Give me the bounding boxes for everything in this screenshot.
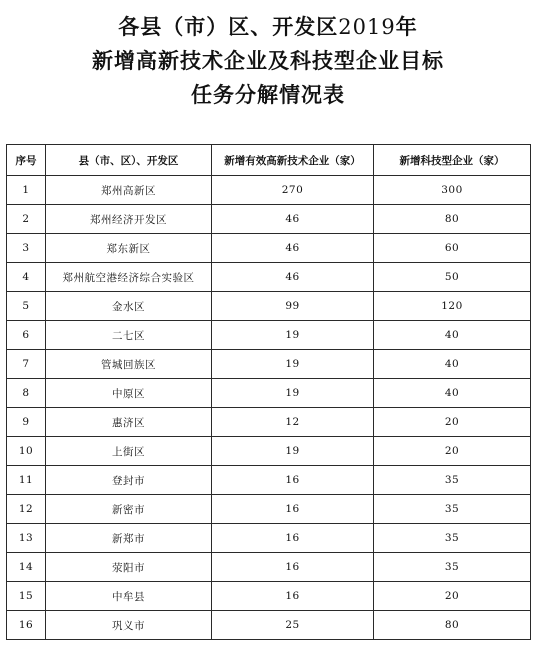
- table-row: [7, 553, 531, 582]
- cell-hightech: 99: [212, 292, 374, 321]
- cell-hightech: 16: [212, 495, 374, 524]
- cell-hightech: 16: [212, 582, 374, 611]
- cell-tech: 40: [374, 350, 531, 379]
- cell-hightech: 46: [212, 263, 374, 292]
- cell-tech: 35: [374, 553, 531, 582]
- cell-district: 荥阳市: [46, 553, 212, 582]
- cell-tech: 20: [374, 582, 531, 611]
- cell-serial: 12: [7, 495, 46, 524]
- title-line-2: 新增高新技术企业及科技型企业目标: [92, 49, 444, 73]
- header-district: 县（市、区）、开发区: [46, 145, 212, 176]
- cell-serial: 13: [7, 524, 46, 553]
- cell-serial: 2: [7, 205, 46, 234]
- cell-hightech: 19: [212, 321, 374, 350]
- cell-district: 新郑市: [46, 524, 212, 553]
- cell-tech: 35: [374, 466, 531, 495]
- cell-district: 金水区: [46, 292, 212, 321]
- title-line-3: 任务分解情况表: [191, 83, 345, 107]
- table-row: [7, 234, 531, 263]
- cell-district: 新密市: [46, 495, 212, 524]
- table-row: [7, 263, 531, 292]
- cell-district: 上街区: [46, 437, 212, 466]
- cell-tech: 20: [374, 437, 531, 466]
- header-tech: 新增科技型企业（家）: [374, 145, 531, 176]
- target-table: [6, 144, 531, 640]
- cell-district: 惠济区: [46, 408, 212, 437]
- cell-tech: 35: [374, 524, 531, 553]
- title-line-1: [0, 10, 536, 44]
- table-row: [7, 582, 531, 611]
- table-row: [7, 408, 531, 437]
- cell-serial: 5: [7, 292, 46, 321]
- title-line-1-prefix: 各县（市）区、开发区: [118, 15, 339, 39]
- table-header-row: [7, 145, 531, 176]
- cell-district: 郑州经济开发区: [46, 205, 212, 234]
- table-row: [7, 524, 531, 553]
- cell-district: 巩义市: [46, 611, 212, 640]
- cell-hightech: 16: [212, 524, 374, 553]
- cell-district: 登封市: [46, 466, 212, 495]
- cell-tech: 50: [374, 263, 531, 292]
- table-row: [7, 495, 531, 524]
- cell-district: 郑州高新区: [46, 176, 212, 205]
- cell-district: 二七区: [46, 321, 212, 350]
- cell-district: 中牟县: [46, 582, 212, 611]
- header-serial: 序号: [7, 145, 46, 176]
- cell-hightech: 46: [212, 205, 374, 234]
- cell-tech: 20: [374, 408, 531, 437]
- cell-district: 管城回族区: [46, 350, 212, 379]
- table-row: [7, 292, 531, 321]
- cell-hightech: 19: [212, 350, 374, 379]
- cell-hightech: 46: [212, 234, 374, 263]
- table-row: [7, 437, 531, 466]
- cell-tech: 120: [374, 292, 531, 321]
- cell-serial: 8: [7, 379, 46, 408]
- cell-tech: 40: [374, 379, 531, 408]
- cell-district: 郑州航空港经济综合实验区: [46, 263, 212, 292]
- table-row: [7, 466, 531, 495]
- cell-hightech: 25: [212, 611, 374, 640]
- cell-serial: 10: [7, 437, 46, 466]
- cell-tech: 35: [374, 495, 531, 524]
- cell-serial: 9: [7, 408, 46, 437]
- title-line-1-suffix: 年: [395, 15, 418, 39]
- table-row: [7, 321, 531, 350]
- cell-tech: 80: [374, 611, 531, 640]
- cell-serial: 11: [7, 466, 46, 495]
- cell-serial: 7: [7, 350, 46, 379]
- table-row: [7, 350, 531, 379]
- table-row: [7, 379, 531, 408]
- table-row: [7, 205, 531, 234]
- cell-hightech: 16: [212, 466, 374, 495]
- cell-serial: 15: [7, 582, 46, 611]
- cell-tech: 60: [374, 234, 531, 263]
- cell-serial: 1: [7, 176, 46, 205]
- cell-hightech: 270: [212, 176, 374, 205]
- cell-serial: 14: [7, 553, 46, 582]
- cell-district: 中原区: [46, 379, 212, 408]
- cell-hightech: 16: [212, 553, 374, 582]
- cell-tech: 40: [374, 321, 531, 350]
- cell-serial: 6: [7, 321, 46, 350]
- document-title: [0, 10, 536, 112]
- cell-tech: 300: [374, 176, 531, 205]
- title-line-1-year: 2019: [338, 15, 396, 39]
- cell-serial: 3: [7, 234, 46, 263]
- cell-serial: 16: [7, 611, 46, 640]
- cell-district: 郑东新区: [46, 234, 212, 263]
- cell-serial: 4: [7, 263, 46, 292]
- cell-hightech: 12: [212, 408, 374, 437]
- header-hightech: 新增有效高新技术企业（家）: [212, 145, 374, 176]
- cell-hightech: 19: [212, 379, 374, 408]
- table-row: [7, 176, 531, 205]
- table-body: [7, 176, 531, 640]
- cell-tech: 80: [374, 205, 531, 234]
- cell-hightech: 19: [212, 437, 374, 466]
- table-row: [7, 611, 531, 640]
